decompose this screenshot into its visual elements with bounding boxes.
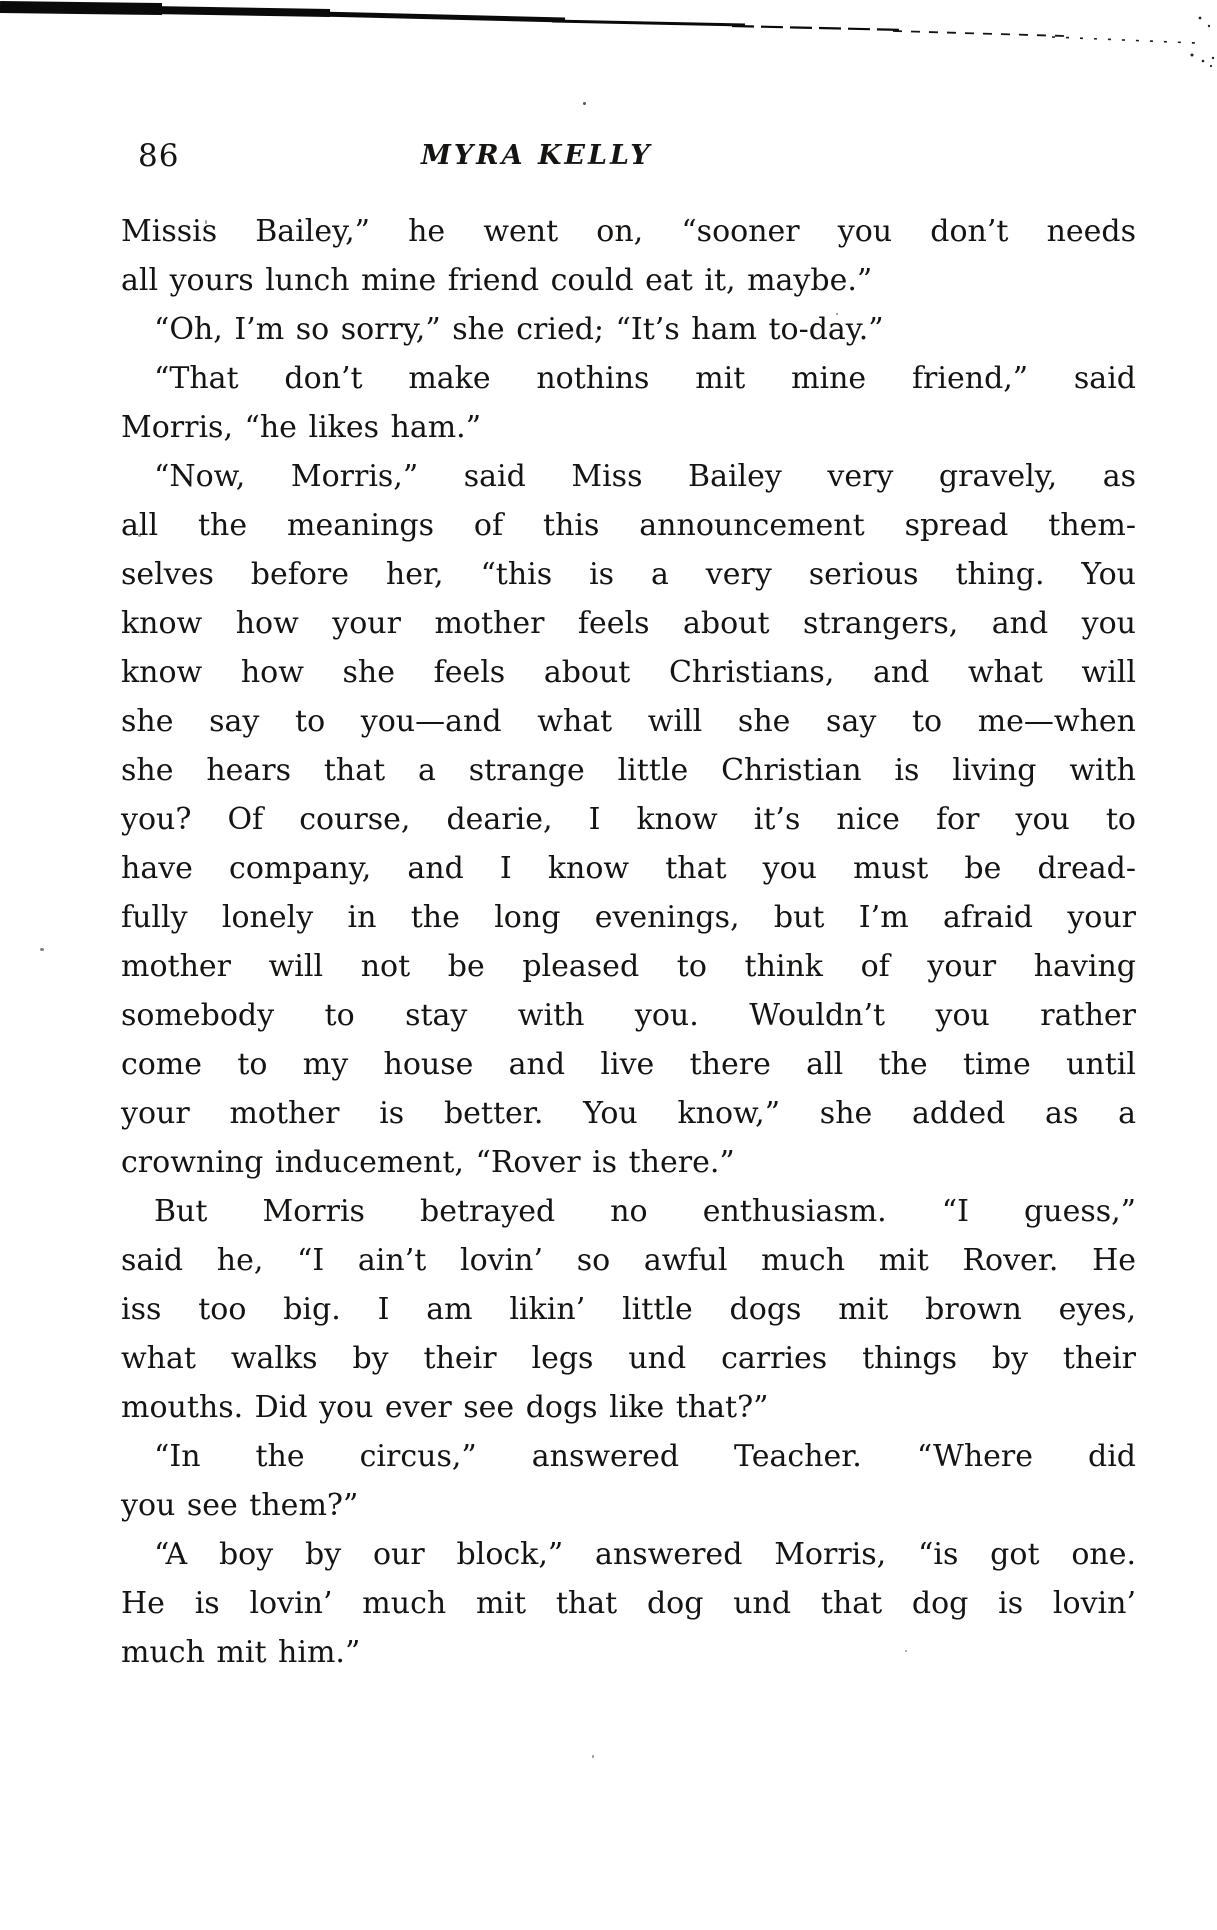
text-line: all yours lunch mine friend could eat it, maybe.”	[121, 263, 873, 298]
text-line: “A boy by our block,” answered Morris, “is got one.	[154, 1537, 1136, 1572]
text-line: know how she feels about Christians, and what will	[121, 655, 1136, 690]
text-line: He is lovin’ much mit that dog und that dog is lovin’	[121, 1586, 1136, 1621]
text-line: mouths. Did you ever see dogs like that?”	[121, 1390, 769, 1425]
scan-artifact-top-edge	[0, 0, 1217, 80]
text-line: “That don’t make nothins mit mine friend,” said	[154, 361, 1136, 396]
text-line: know how your mother feels about strangers, and you	[121, 606, 1136, 641]
text-line: come to my house and live there all the time until	[121, 1047, 1136, 1082]
running-head: MYRA KELLY	[421, 140, 653, 171]
text-line: But Morris betrayed no enthusiasm. “I guess,”	[154, 1194, 1136, 1229]
page-header	[0, 136, 1217, 180]
text-line: Morris, “he likes ham.”	[121, 410, 482, 445]
text-line: “Now, Morris,” said Miss Bailey very gravely, as	[154, 459, 1136, 494]
text-line: “Oh, I’m so sorry,” she cried; “It’s ham to-day.”	[154, 312, 884, 347]
text-line: said he, “I ain’t lovin’ so awful much mit Rover. He	[121, 1243, 1136, 1278]
text-line: what walks by their legs und carries things by their	[121, 1341, 1136, 1376]
text-line: all the meanings of this announcement spread them-	[121, 508, 1136, 543]
paper-speck	[592, 1755, 594, 1758]
page-number: 86	[138, 138, 180, 174]
text-line: she say to you—and what will she say to me—when	[121, 704, 1136, 739]
text-line: your mother is better. You know,” she added as a	[121, 1096, 1136, 1131]
text-line: crowning inducement, “Rover is there.”	[121, 1145, 735, 1180]
text-line: somebody to stay with you. Wouldn’t you rather	[121, 998, 1136, 1033]
text-line: mother will not be pleased to think of your having	[121, 949, 1136, 984]
text-line: she hears that a strange little Christian is living with	[121, 753, 1136, 788]
text-line: much mit him.”	[121, 1635, 361, 1670]
text-line: Missis Bailey,” he went on, “sooner you don’t needs	[121, 214, 1136, 249]
text-line: you see them?”	[121, 1488, 359, 1523]
paper-speck	[583, 102, 586, 105]
text-line: have company, and I know that you must be dread-	[121, 851, 1136, 886]
text-line: “In the circus,” answered Teacher. “Where did	[154, 1439, 1136, 1474]
text-line: iss too big. I am likin’ little dogs mit brown eyes,	[121, 1292, 1136, 1327]
text-block	[121, 207, 1136, 1677]
text-line: fully lonely in the long evenings, but I’m afraid your	[121, 900, 1136, 935]
text-line: selves before her, “this is a very serious thing. You	[121, 557, 1136, 592]
text-line: you? Of course, dearie, I know it’s nice for you to	[121, 802, 1136, 837]
paper-speck	[40, 948, 44, 951]
